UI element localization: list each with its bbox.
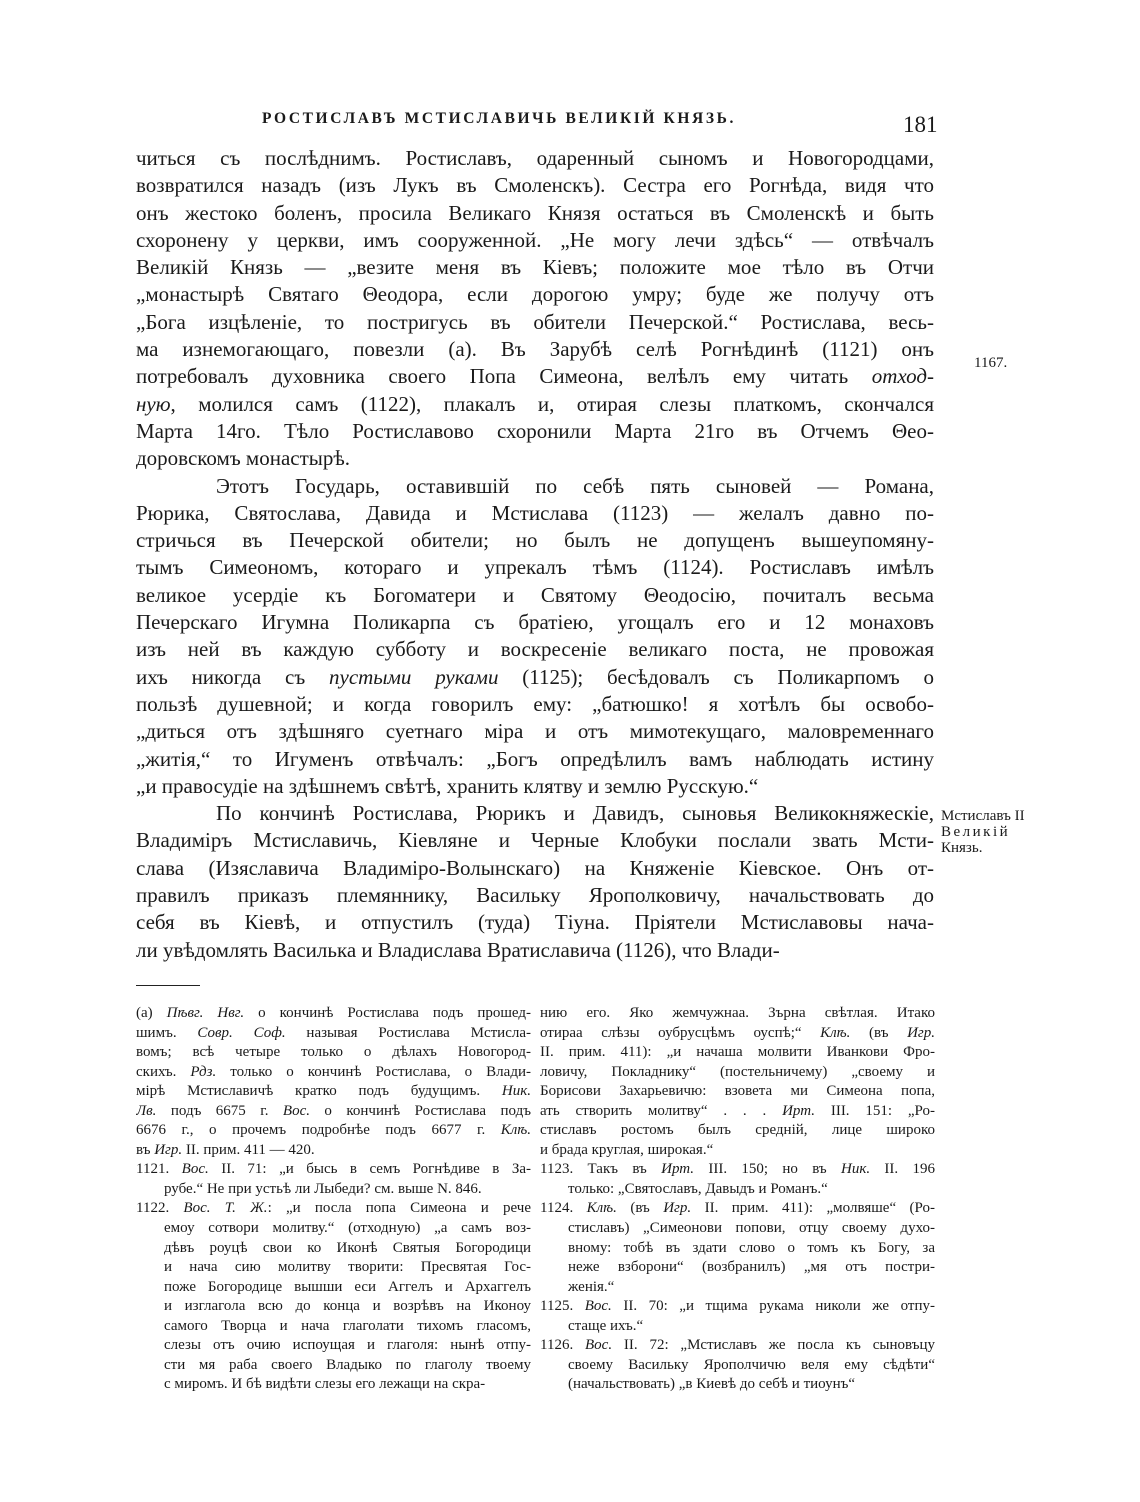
text-segment: Печерскаго Игумна Поликарпа съ братіею, угощалъ его и 12 монаховъ	[136, 610, 934, 635]
text-segment: ать створить молитву“ . . .	[540, 1102, 783, 1119]
text-segment: шимъ.	[136, 1024, 198, 1041]
text-segment: читься съ послѣднимъ. Ростиславъ, одаренный сыномъ и Новогородцами,	[136, 146, 934, 170]
text-line	[540, 1121, 935, 1141]
text-segment: отираа слѣзы оубрусцѣмъ оуспѣ;“	[540, 1024, 821, 1041]
text-segment: вомъ; всѣ четыре только о дѣлахъ Новогород-	[136, 1044, 531, 1061]
paragraph	[136, 473, 934, 801]
footnotes-right-column	[540, 1004, 935, 1395]
footnote	[136, 1160, 531, 1199]
text-segment: (1125); бесѣдовалъ съ Поликарпомъ о	[498, 664, 934, 689]
text-line	[136, 882, 934, 909]
italic-text: Вос.	[282, 1102, 310, 1119]
text-line	[136, 855, 934, 882]
text-segment: о кончинѣ Ростислава подъ	[309, 1102, 531, 1119]
text-segment: стиславъ ростомъ былъ средній, лице широко	[540, 1122, 935, 1139]
text-segment: Этотъ Государь, оставившій по себѣ пять сыновей — Романа,	[216, 473, 934, 498]
text-segment: рубе.“ Не при устьѣ ли Лыбеди? см. выше N. 846.	[164, 1180, 482, 1197]
text-segment: „Бога изцѣленіе, то постригусь въ обители Печерской.“ Ростислава, весь-	[136, 309, 934, 334]
italic-text: Вос.	[585, 1337, 613, 1354]
text-line	[540, 1199, 935, 1219]
text-segment: II. 71: „и бысь в семъ Рогнѣдиве в За-	[208, 1161, 531, 1178]
text-segment: только о кончинѣ Ростислава, о Влади-	[216, 1063, 531, 1080]
text-line	[136, 1082, 531, 1102]
text-segment: мірѣ Мстиславичѣ кратко подъ будущимъ.	[136, 1083, 502, 1100]
text-segment: стиславъ) „Симеонови попови, отцу своему духо-	[568, 1220, 935, 1237]
text-line	[540, 1375, 935, 1395]
text-segment: Рюрика, Святослава, Давида и Мстислава (1123) — желалъ давно по-	[136, 500, 934, 525]
text-line	[136, 746, 934, 773]
text-segment: стричься въ Печерской обители; но былъ не допущенъ вышеупомяну-	[136, 528, 934, 553]
italic-text: пустыми руками	[329, 664, 499, 689]
text-segment: Великій Князь — „везите меня въ Кіевъ; положите мое тѣло въ Отчи	[136, 255, 934, 280]
italic-text: Ирт.	[782, 1102, 815, 1119]
text-line	[136, 1239, 531, 1259]
text-segment: дѣвъ роуцѣ свои ко Иконѣ Святыя Богородици	[164, 1239, 531, 1256]
paragraph	[136, 145, 934, 473]
text-segment: ма изнемогающаго, повезли (а). Въ Зарубѣ селѣ Рогнѣдинѣ (1121) онъ	[136, 337, 934, 362]
text-segment: въ	[136, 1141, 155, 1158]
text-segment: „и правосудіе на здѣшнемъ свѣтѣ, хранить клятву и землю Русскую.“	[136, 773, 759, 798]
text-line	[136, 254, 934, 281]
text-segment: онъ жестоко боленъ, просила Великаго Князя остаться въ Смоленскѣ и быть	[136, 200, 934, 225]
text-segment: возвратился назадъ (изъ Лукъ въ Смоленскъ). Сестра его Рогнѣда, видя что	[136, 173, 934, 198]
text-line	[136, 582, 934, 609]
text-line	[136, 172, 934, 199]
text-segment: только: „Святославъ, Давыдъ и Романъ.“	[568, 1180, 828, 1197]
footnote-rule	[136, 985, 200, 986]
text-line	[136, 1160, 531, 1180]
text-segment: схоронену у церкви, имъ сооруженной. „Не могу лечи здѣсь“ — отвѣчалъ	[136, 227, 934, 252]
text-segment: вному: тобѣ въ здати слово о томъ къ Богу, за	[568, 1239, 935, 1256]
footnote	[540, 1160, 935, 1199]
text-line	[136, 773, 934, 800]
italic-text: ную	[136, 391, 171, 416]
text-line	[136, 718, 934, 745]
text-segment: „житія,“ то Игуменъ отвѣчалъ: „Богъ опредѣлилъ вамъ наблюдать истину	[136, 746, 934, 771]
text-line	[540, 1356, 935, 1376]
text-segment: о кончинѣ Ростислава подъ прошед-	[244, 1005, 531, 1021]
text-line	[540, 1239, 935, 1259]
text-segment: II. прим. 411 — 420.	[182, 1141, 315, 1158]
page-number: 181	[903, 112, 938, 137]
text-line	[540, 1082, 935, 1102]
text-segment: II. 196	[870, 1161, 935, 1178]
text-line	[136, 227, 934, 254]
text-segment: подъ 6675 г.	[156, 1102, 283, 1119]
text-line	[136, 664, 934, 691]
text-line	[136, 1278, 531, 1298]
text-line	[136, 1297, 531, 1317]
text-segment: женія.“	[568, 1278, 615, 1295]
text-segment: своему Васильку Ярополчичю веля ему сѣдѣти“	[568, 1356, 935, 1373]
italic-text: Совр. Соф.	[197, 1024, 286, 1041]
text-segment: емоу сотвори молитву.“ (отходную) „а самъ воз-	[164, 1220, 531, 1237]
text-segment: По кончинѣ Ростислава, Рюрикъ и Давидъ, сыновья Великокняжескіе,	[216, 801, 934, 826]
text-segment: ли увѣдомлять Василька и Владислава Вратиславича (1126), что Влади-	[136, 937, 780, 962]
text-segment: и нача сию молитву творити: Пресвятая Гос-	[164, 1259, 531, 1276]
text-line	[540, 1063, 935, 1083]
text-segment: скихъ.	[136, 1063, 191, 1080]
text-segment: III. 150; но въ	[694, 1161, 841, 1178]
text-segment: с миромъ. И бѣ видѣти слезы его лежащи на скра-	[164, 1376, 486, 1393]
footnote	[136, 1004, 531, 1160]
italic-text: Вос.	[584, 1298, 612, 1315]
text-segment: 1121.	[136, 1161, 182, 1178]
text-segment: 1125.	[540, 1298, 585, 1315]
italic-text: Пѣвг. Нвг.	[166, 1005, 245, 1021]
text-segment: II. 70: „и тщима рукама николи же отпу-	[611, 1298, 935, 1315]
text-line	[540, 1102, 935, 1122]
text-segment: изъ ней въ каждую субботу и воскресеніе великаго поста, не провожая	[136, 637, 934, 662]
text-segment: 1126.	[540, 1337, 586, 1354]
text-line	[540, 1160, 935, 1180]
margin-heading	[941, 808, 1025, 856]
text-line	[136, 281, 934, 308]
text-line	[136, 418, 934, 445]
italic-text: Игр.	[663, 1200, 692, 1217]
text-line	[540, 1024, 935, 1044]
main-text	[136, 145, 934, 964]
text-segment: и брада круглая, широкая.“	[540, 1141, 714, 1158]
text-line	[136, 1024, 531, 1044]
italic-text: Вос. Т. Ж.	[183, 1200, 268, 1217]
footnote	[540, 1336, 935, 1395]
text-line	[136, 445, 934, 472]
text-line	[136, 336, 934, 363]
italic-text: Лв.	[136, 1102, 157, 1119]
text-line	[136, 527, 934, 554]
text-segment: „диться отъ здѣшняго суетнаго міра и отъ мимотекущаго, маловременнаго	[136, 719, 934, 744]
text-line	[136, 1199, 531, 1219]
text-line	[136, 609, 934, 636]
text-segment: 1122.	[136, 1200, 184, 1217]
text-line	[136, 1258, 531, 1278]
text-segment: пользѣ душевной; и когда говорилъ ему: „батюшко! я хотѣлъ бы освобо-	[136, 691, 934, 716]
text-line	[540, 1180, 935, 1200]
text-line	[136, 554, 934, 581]
text-line	[136, 1063, 531, 1083]
text-line	[136, 691, 934, 718]
text-line	[540, 1278, 935, 1298]
text-line	[136, 500, 934, 527]
text-segment: сти мя раба своего Владыко по глаголу твоему	[164, 1356, 531, 1373]
text-segment: поже Богородице вышши еси Аггелъ и Архаггелъ	[164, 1278, 531, 1295]
text-segment: III. 151: „Ро-	[815, 1102, 935, 1119]
text-line	[136, 1043, 531, 1063]
text-segment: (въ	[850, 1024, 908, 1041]
text-line	[136, 391, 934, 418]
footnotes-left-column	[136, 1004, 531, 1395]
footnote	[136, 1199, 531, 1394]
text-segment: Марта 14го. Тѣло Ростиславово схоронили Марта 21го въ Отчемъ Θео-	[136, 418, 934, 443]
text-segment: : „и посла попа Симеона и рече	[267, 1200, 531, 1217]
text-segment: II. прим. 411): „и начаша молвити Иванкови Фро-	[540, 1044, 935, 1061]
text-line	[540, 1043, 935, 1063]
text-segment: нию его. Яко жемчужнаа. Зърна свѣтлая. Итако	[540, 1005, 935, 1021]
italic-text: Рдз.	[190, 1063, 217, 1080]
text-line	[136, 1317, 531, 1337]
text-line	[136, 363, 934, 390]
text-line	[540, 1336, 935, 1356]
text-segment: (начальствовать) „в Киевѣ до себѣ и тиоунъ“	[568, 1376, 856, 1393]
text-segment: „монастырѣ Святаго Θеодора, если дорогою умру; буде же получу отъ	[136, 282, 934, 307]
text-line	[136, 473, 934, 500]
text-segment: (въ	[616, 1200, 664, 1217]
italic-text: Клѣ.	[500, 1122, 531, 1139]
text-segment: II. прим. 411): „молвяше“ (Ро-	[691, 1200, 935, 1217]
text-line	[136, 937, 934, 964]
text-line	[136, 309, 934, 336]
text-segment: доровскомъ монастырѣ.	[136, 446, 351, 471]
italic-text: отход-	[871, 364, 934, 389]
italic-text: Клѣ.	[586, 1200, 617, 1217]
text-line	[540, 1297, 935, 1317]
text-line	[136, 909, 934, 936]
footnote	[540, 1004, 935, 1160]
italic-text: Ник.	[501, 1083, 531, 1100]
text-segment: слезы отъ очию испоущая и глаголя: нынѣ отпу-	[164, 1337, 531, 1354]
text-segment: великое усердіе къ Богоматери и Святому Θеодосію, почиталъ весьма	[136, 582, 934, 607]
footnote	[540, 1199, 935, 1297]
text-line	[540, 1141, 935, 1161]
italic-text: Ирт.	[661, 1161, 695, 1178]
text-segment: себя въ Кіевѣ, и отпустилъ (туда) Тіуна. Пріятели Мстиславовы нача-	[136, 910, 934, 935]
text-segment: слава (Изяславича Владиміро-Волынскаго) на Княженіе Кіевское. Онъ от-	[136, 855, 934, 880]
margin-heading-line: Князь.	[941, 840, 983, 856]
text-line	[136, 800, 934, 827]
text-segment: ихъ никогда съ	[136, 664, 329, 689]
text-line	[136, 827, 934, 854]
margin-heading-line: Мстиславъ II	[941, 808, 1025, 824]
text-segment: потребовалъ духовника своего Попа Симеона, велѣлъ ему читать	[136, 364, 872, 389]
text-line	[136, 200, 934, 227]
text-segment: ловичу, Покладнику“ (постельничему) „своему и	[540, 1063, 935, 1080]
text-line	[136, 636, 934, 663]
text-line	[540, 1004, 935, 1024]
text-line	[136, 1336, 531, 1356]
italic-text: Игр.	[907, 1024, 935, 1041]
text-line	[540, 1258, 935, 1278]
text-line	[136, 1141, 531, 1161]
text-segment: правилъ приказъ племяннику, Васильку Ярополковичу, начальствовать до	[136, 883, 934, 908]
text-segment: называя Ростислава Мстисла-	[285, 1024, 531, 1041]
text-line	[540, 1317, 935, 1337]
margin-year: 1167.	[974, 355, 1008, 371]
text-segment: самого Творца и нача глаголати тихомъ гласомъ,	[164, 1317, 531, 1334]
italic-text: Ник.	[841, 1161, 871, 1178]
text-segment: Борисови Захарьевичю: взовета ми Симеона попа,	[540, 1083, 935, 1100]
text-segment: II. 72: „Мстиславъ же посла къ сыновъцу	[612, 1337, 935, 1354]
text-segment: и изглагола всю до конца и возрѣвъ на Иконоу	[164, 1298, 531, 1315]
text-line	[136, 1004, 531, 1024]
running-title: РОСТИСЛАВЪ МСТИСЛАВИЧЬ ВЕЛИКІЙ КНЯЗЬ.	[262, 110, 736, 127]
text-segment: 1123. Такъ въ	[540, 1161, 662, 1178]
text-line	[136, 1121, 531, 1141]
italic-text: Вос.	[181, 1161, 209, 1178]
text-line	[136, 1375, 531, 1395]
text-segment: стаще ихъ.“	[568, 1317, 644, 1334]
text-line	[136, 1102, 531, 1122]
italic-text: Игр.	[154, 1141, 183, 1158]
paragraph	[136, 800, 934, 964]
italic-text: Клѣ.	[820, 1024, 851, 1041]
text-segment: , молился самъ (1122), плакалъ и, отирая слезы платкомъ, скончался	[170, 391, 934, 416]
text-line	[136, 1356, 531, 1376]
text-line	[136, 1180, 531, 1200]
text-segment: (а)	[136, 1005, 167, 1021]
text-line	[540, 1219, 935, 1239]
text-line	[136, 1219, 531, 1239]
text-segment: 1124.	[540, 1200, 587, 1217]
text-segment: Владиміръ Мстиславичь, Кіевляне и Черные Клобуки послали звать Мсти-	[136, 828, 934, 853]
text-segment: неже взборони“ (возбранилъ) „мя отъ постри-	[568, 1259, 935, 1276]
footnote	[540, 1297, 935, 1336]
margin-heading-line: Великій	[941, 824, 1011, 840]
text-segment: 6676 г., о прочемъ подробнѣе подъ 6677 г.	[136, 1122, 501, 1139]
text-segment: тымъ Симеономъ, котораго и упрекалъ тѣмъ (1124). Ростиславъ имѣлъ	[136, 555, 934, 580]
text-line	[136, 145, 934, 172]
